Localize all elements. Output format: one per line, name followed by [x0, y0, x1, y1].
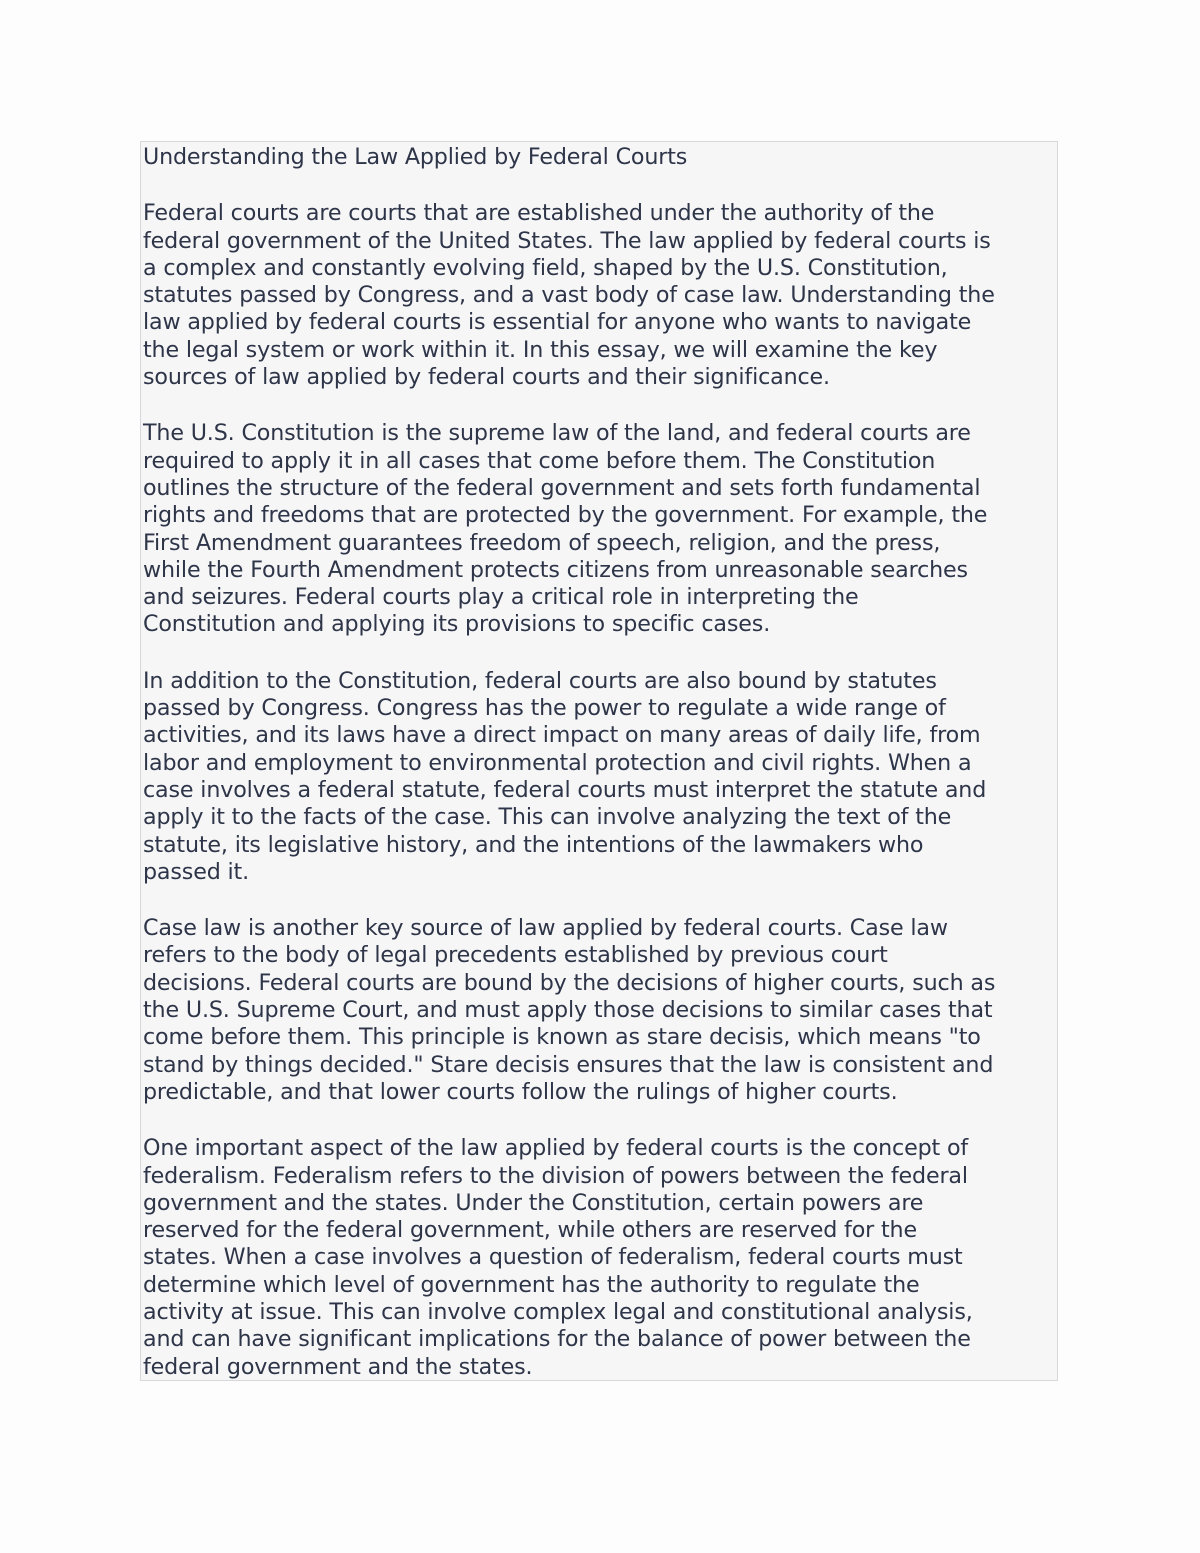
text-line: activities, and its laws have a direct impact on many areas of daily life, from: [143, 722, 981, 749]
paragraph-spacer: [143, 639, 1057, 668]
text-line: Constitution and applying its provisions to specific cases.: [143, 611, 771, 638]
text-line: stand by things decided." Stare decisis ensures that the law is consistent and: [143, 1051, 994, 1078]
text-line: One important aspect of the law applied by federal courts is the concept of: [143, 1135, 969, 1162]
text-line: decisions. Federal courts are bound by the decisions of higher courts, such as: [143, 969, 996, 996]
essay-paragraph-2: [143, 420, 1057, 638]
text-line: and can have significant implications for the balance of power between the: [143, 1326, 971, 1353]
text-line: passed it.: [143, 858, 250, 885]
paragraph-spacer: [143, 171, 1057, 200]
text-line: The U.S. Constitution is the supreme law of the land, and federal courts are: [143, 420, 971, 447]
text-line: case involves a federal statute, federal courts must interpret the statute and: [143, 776, 987, 803]
text-line: activity at issue. This can involve complex legal and constitutional analysis,: [143, 1298, 973, 1325]
text-line: determine which level of government has the authority to regulate the: [143, 1271, 920, 1298]
text-line: rights and freedoms that are protected by the government. For example, the: [143, 502, 988, 529]
text-line: states. When a case involves a question of federalism, federal courts must: [143, 1244, 963, 1271]
text-line: Case law is another key source of law applied by federal courts. Case law: [143, 915, 948, 942]
text-line: reserved for the federal government, while others are reserved for the: [143, 1217, 917, 1244]
text-line: and seizures. Federal courts play a critical role in interpreting the: [143, 584, 859, 611]
text-line: the legal system or work within it. In this essay, we will examine the key: [143, 336, 938, 363]
essay-text-box: [140, 141, 1058, 1381]
text-line: federal government and the states.: [143, 1353, 533, 1380]
text-line: government and the states. Under the Constitution, certain powers are: [143, 1189, 924, 1216]
text-line: sources of law applied by federal courts and their significance.: [143, 364, 830, 391]
essay-title: Understanding the Law Applied by Federal Courts: [143, 144, 688, 170]
essay-paragraph-4: [143, 915, 1057, 1106]
text-line: refers to the body of legal precedents established by previous court: [143, 942, 888, 969]
paragraph-spacer: [143, 1106, 1057, 1135]
text-line: a complex and constantly evolving field, shaped by the U.S. Constitution,: [143, 254, 948, 281]
text-line: passed by Congress. Congress has the power to regulate a wide range of: [143, 695, 946, 722]
essay-paragraph-3: [143, 668, 1057, 886]
essay-paragraph-5: [143, 1135, 1057, 1381]
text-line: federal government of the United States. The law applied by federal courts is: [143, 227, 991, 254]
text-line: federalism. Federalism refers to the division of powers between the federal: [143, 1162, 968, 1189]
text-line: statute, its legislative history, and the intentions of the lawmakers who: [143, 831, 924, 858]
text-line: outlines the structure of the federal government and sets forth fundamental: [143, 474, 981, 501]
text-line: the U.S. Supreme Court, and must apply those decisions to similar cases that: [143, 997, 993, 1024]
text-line: First Amendment guarantees freedom of speech, religion, and the press,: [143, 529, 941, 556]
paragraph-spacer: [143, 391, 1057, 420]
text-line: law applied by federal courts is essential for anyone who wants to navigate: [143, 309, 972, 336]
text-line: Federal courts are courts that are established under the authority of the: [143, 200, 935, 227]
text-line: required to apply it in all cases that come before them. The Constitution: [143, 447, 936, 474]
text-line: predictable, and that lower courts follow the rulings of higher courts.: [143, 1078, 898, 1105]
text-line: statutes passed by Congress, and a vast body of case law. Understanding the: [143, 282, 995, 309]
text-line: In addition to the Constitution, federal courts are also bound by statutes: [143, 667, 937, 694]
text-line: apply it to the facts of the case. This can involve analyzing the text of the: [143, 804, 952, 831]
text-line: while the Fourth Amendment protects citizens from unreasonable searches: [143, 556, 968, 583]
text-line: come before them. This principle is known as stare decisis, which means "to: [143, 1024, 981, 1051]
paragraph-spacer: [143, 886, 1057, 915]
text-line: labor and employment to environmental protection and civil rights. When a: [143, 749, 972, 776]
essay-paragraph-1: [143, 200, 1057, 391]
